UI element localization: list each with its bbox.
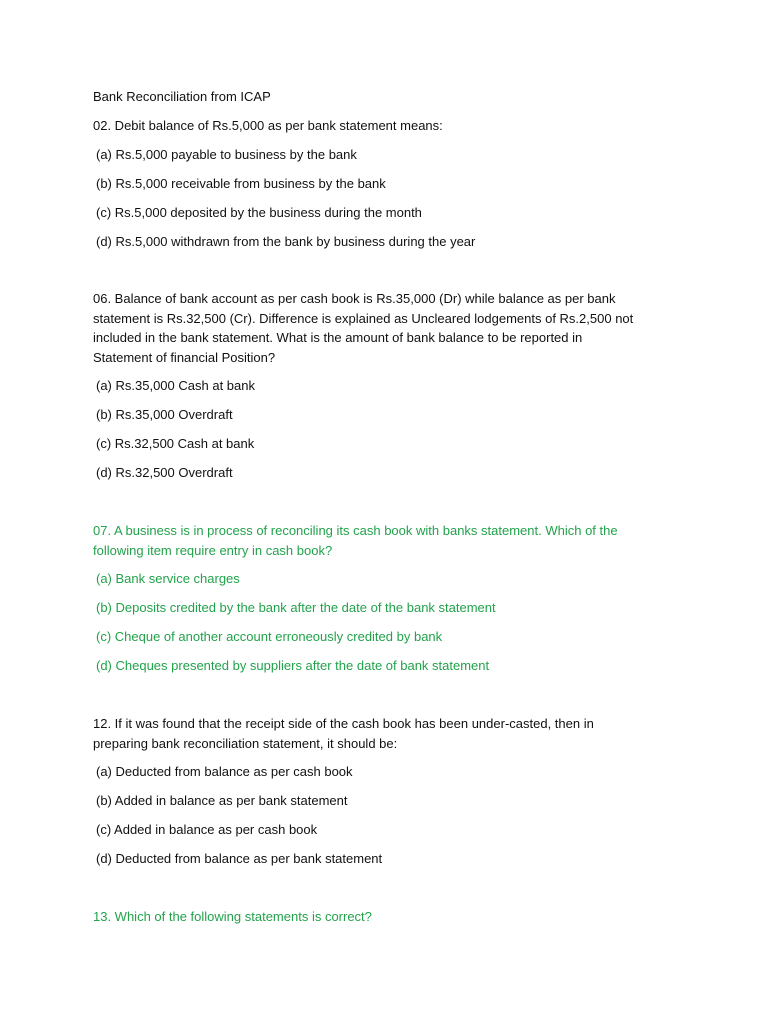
option-02-d: (d) Rs.5,000 withdrawn from the bank by business during the year xyxy=(96,234,476,249)
question-12-line: preparing bank reconciliation statement, it should be: xyxy=(93,735,398,751)
question-12-line: 12. If it was found that the receipt side of the cash book has been under-casted, then in xyxy=(93,716,594,731)
option-07-d: (d) Cheques presented by suppliers after the date of bank statement xyxy=(96,658,490,673)
option-12-b: (b) Added in balance as per bank statement xyxy=(96,793,348,808)
option-02-c: (c) Rs.5,000 deposited by the business during the month xyxy=(96,205,422,220)
question-06-line: Statement of financial Position? xyxy=(93,349,276,365)
option-06-c: (c) Rs.32,500 Cash at bank xyxy=(96,436,255,451)
question-06-line: 06. Balance of bank account as per cash book is Rs.35,000 (Dr) while balance as per bank xyxy=(93,291,616,306)
question-06-line: included in the bank statement. What is the amount of bank balance to be reported in xyxy=(93,330,583,345)
question-12 xyxy=(93,714,693,753)
option-06-d: (d) Rs.32,500 Overdraft xyxy=(96,465,233,480)
option-06-a: (a) Rs.35,000 Cash at bank xyxy=(96,378,255,393)
option-12-c: (c) Added in balance as per cash book xyxy=(96,822,318,837)
document-title: Bank Reconciliation from ICAP xyxy=(93,89,271,104)
option-07-c: (c) Cheque of another account erroneously credited by bank xyxy=(96,629,443,644)
option-07-a: (a) Bank service charges xyxy=(96,571,240,586)
question-07-line: 07. A business is in process of reconciling its cash book with banks statement. Which of the xyxy=(93,523,618,538)
question-07-line: following item require entry in cash book? xyxy=(93,542,333,558)
question-13: 13. Which of the following statements is correct? xyxy=(93,909,372,924)
option-12-a: (a) Deducted from balance as per cash book xyxy=(96,764,353,779)
option-02-a: (a) Rs.5,000 payable to business by the bank xyxy=(96,147,357,162)
option-07-b: (b) Deposits credited by the bank after the date of the bank statement xyxy=(96,600,496,615)
question-06-line: statement is Rs.32,500 (Cr). Difference is explained as Uncleared lodgements of Rs.2,500 not xyxy=(93,310,634,326)
option-06-b: (b) Rs.35,000 Overdraft xyxy=(96,407,233,422)
question-02: 02. Debit balance of Rs.5,000 as per bank statement means: xyxy=(93,118,443,133)
question-07 xyxy=(93,521,693,560)
option-02-b: (b) Rs.5,000 receivable from business by the bank xyxy=(96,176,386,191)
option-12-d: (d) Deducted from balance as per bank statement xyxy=(96,851,383,866)
question-06 xyxy=(93,289,693,367)
